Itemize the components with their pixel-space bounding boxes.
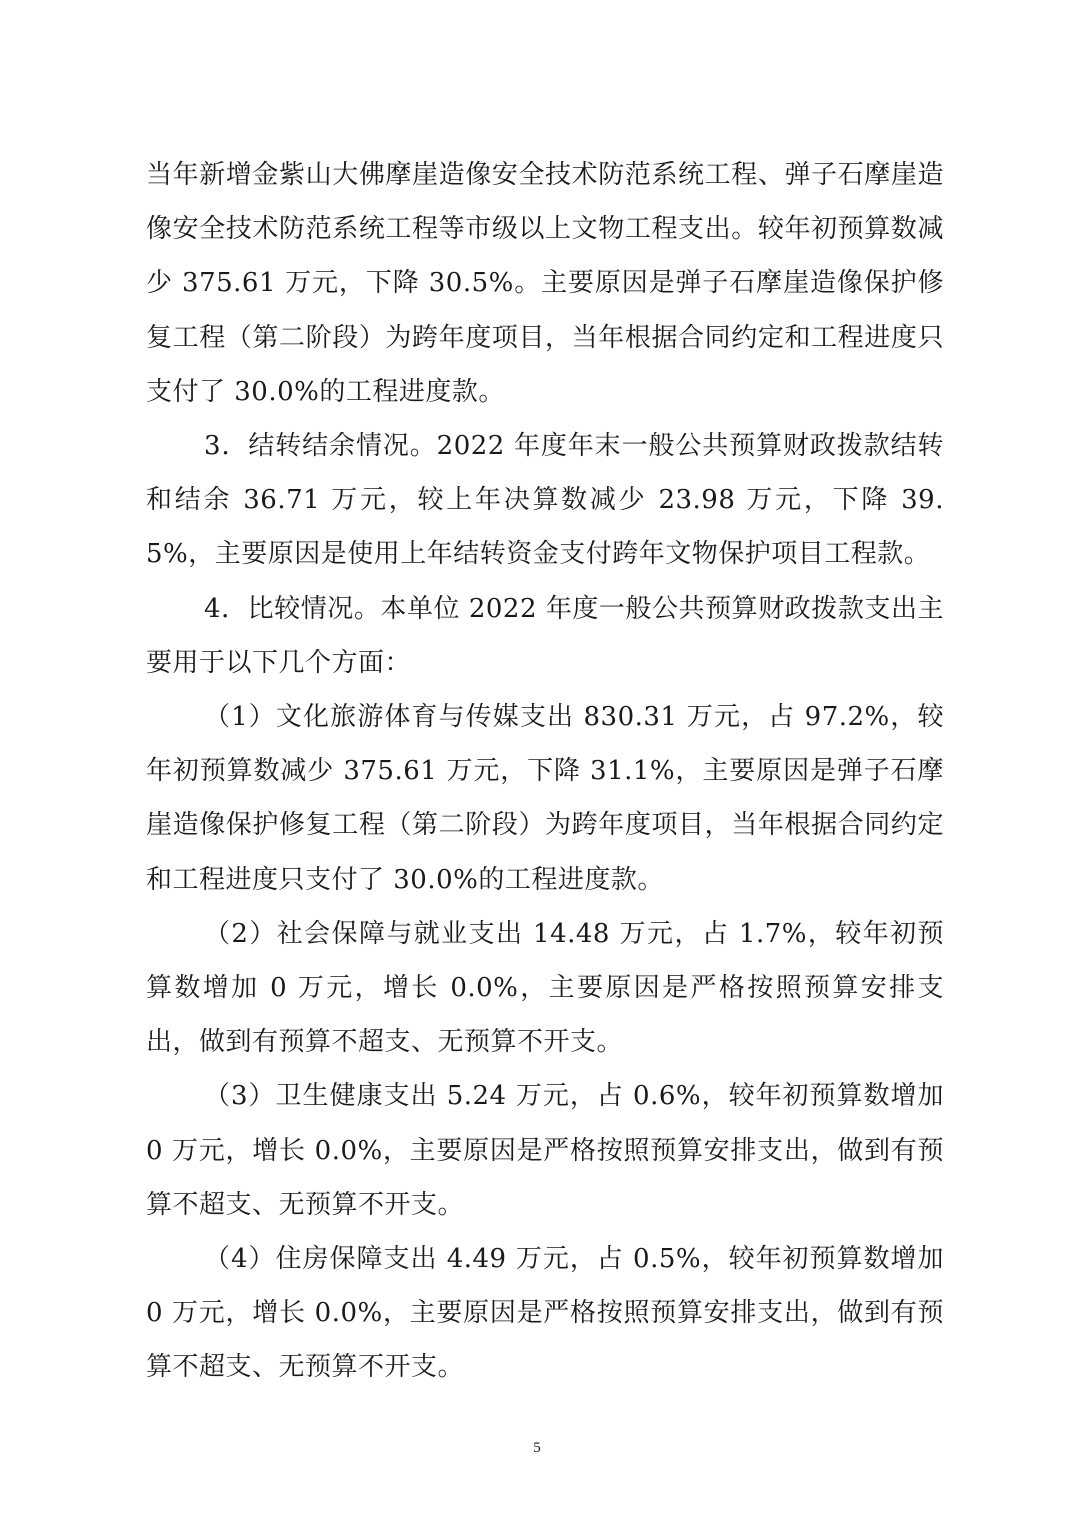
paragraph-continuation: 当年新增金紫山大佛摩崖造像安全技术防范系统工程、弹子石摩崖造像安全技术防范系统工程等市级以上文物工程支出。较年初预算数减少 375.61 万元，下降 30.5%。主要原因是弹子石摩崖造像保护修复工程（第二阶段）为跨年度项目，当年根据合同约定和工程进度只支付了 30.0%的工程进度款。 [146, 160, 944, 407]
paragraph-carryover-balance: 3．结转结余情况。2022 年度年末一般公共预算财政拨款结转和结余 36.71 万元，较上年决算数减少 23.98 万元，下降 39.5%，主要原因是使用上年结转资金支付跨年文物保护项目工程款。 [146, 431, 944, 570]
paragraph-item-housing: （4）住房保障支出 4.49 万元，占 0.5%，较年初预算数增加 0 万元，增长 0.0%，主要原因是严格按照预算安排支出，做到有预算不超支、无预算不开支。 [146, 1244, 944, 1383]
body-text [146, 148, 944, 1395]
paragraph-item-social-security: （2）社会保障与就业支出 14.48 万元，占 1.7%，较年初预算数增加 0 万元，增长 0.0%，主要原因是严格按照预算安排支出，做到有预算不超支、无预算不开支。 [146, 918, 944, 1058]
paragraph-item-culture-tourism: （1）文化旅游体育与传媒支出 830.31 万元，占 97.2%，较年初预算数减少 375.61 万元，下降 31.1%，主要原因是弹子石摩崖造像保护修复工程（第二阶段）为跨年度项目，当年根据合同约定和工程进度只支付了 30.0%的工程进度款。 [146, 702, 944, 895]
page-number: 5 [533, 1440, 541, 1456]
paragraph-item-health: （3）卫生健康支出 5.24 万元，占 0.6%，较年初预算数增加 0 万元，增长 0.0%，主要原因是严格按照预算安排支出，做到有预算不超支、无预算不开支。 [146, 1081, 944, 1220]
paragraph-comparison-intro: 4．比较情况。本单位 2022 年度一般公共预算财政拨款支出主要用于以下几个方面： [146, 593, 944, 678]
